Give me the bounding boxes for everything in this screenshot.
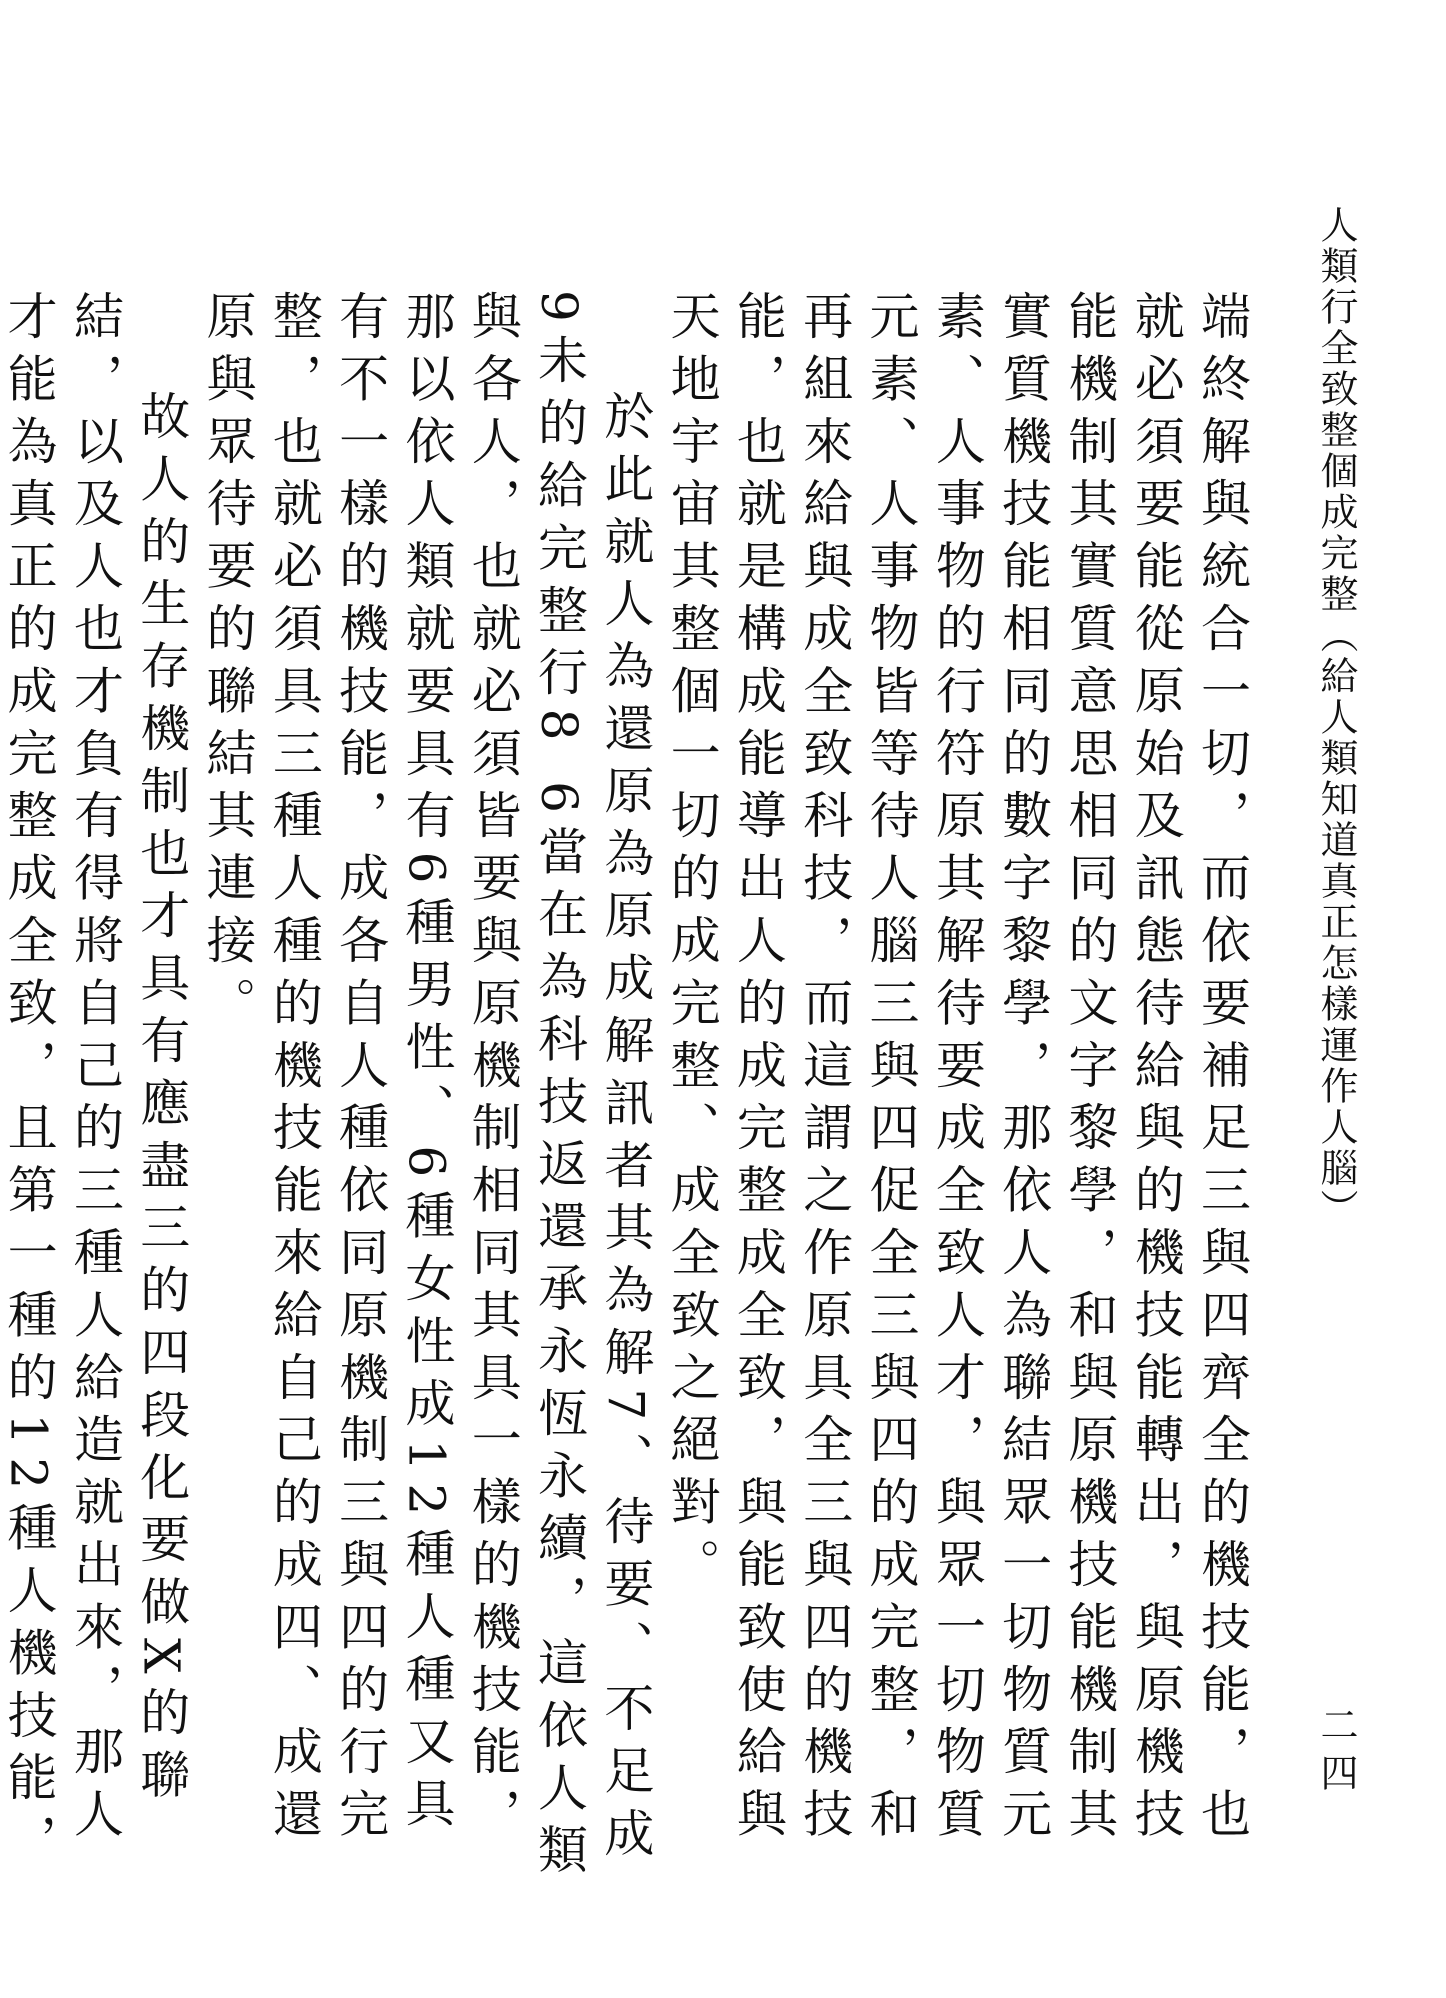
paragraph-3: 故人的生存機制也才具有應盡三的四段化要做X的聯結，以及人也才負有得將自己的三種人給造就出來，那人才能為真正的成完整成全致，且第一種的12種人機技能，	[0, 290, 191, 1877]
running-header: 人類行全致整個成完整（給人類知道真正怎樣運作人腦）	[1314, 205, 1358, 1230]
main-text-block	[0, 290, 1255, 1890]
paragraph-2: 於此就人為還原為原成解訊者其為解7、待要、不足成9未的給完整行8 6當在為科技返還承永恆永續，這依人類與各人，也就必須皆要與原機制相同其具一樣的機技能，那以依人類就要具有6種男性、6種女性成12種人種又具有不一樣的機技能，成各自人種依同原機制三與四的行完整，也就必須具三種人種的機技能來給自己的成四、成還原與眾待要的聯結其連接。	[198, 290, 655, 1887]
page-number: 二四	[1314, 1705, 1358, 1801]
paragraph-1: 端終解與統合一切，而依要補足三與四齊全的機技能，也就必須要能從原始及訊態待給與的機技能轉出，與原機技能機制其實質意思相同的文字黎學，和與原機技能機制其實質機技能相同的數字黎學，那依人為聯結眾一切物質元素、人事物的行符原其解待要成全致人才，與眾一切物質元素、人事物皆等待人腦三與四促全三與四的成完整，和再組來給與成全致科技，而這謂之作原具全三與四的機技能，也就是構成能導出人的成完整成全致，與能致使給與天地宇宙其整個一切的成完整、成全致之絕對。	[662, 290, 1251, 1850]
